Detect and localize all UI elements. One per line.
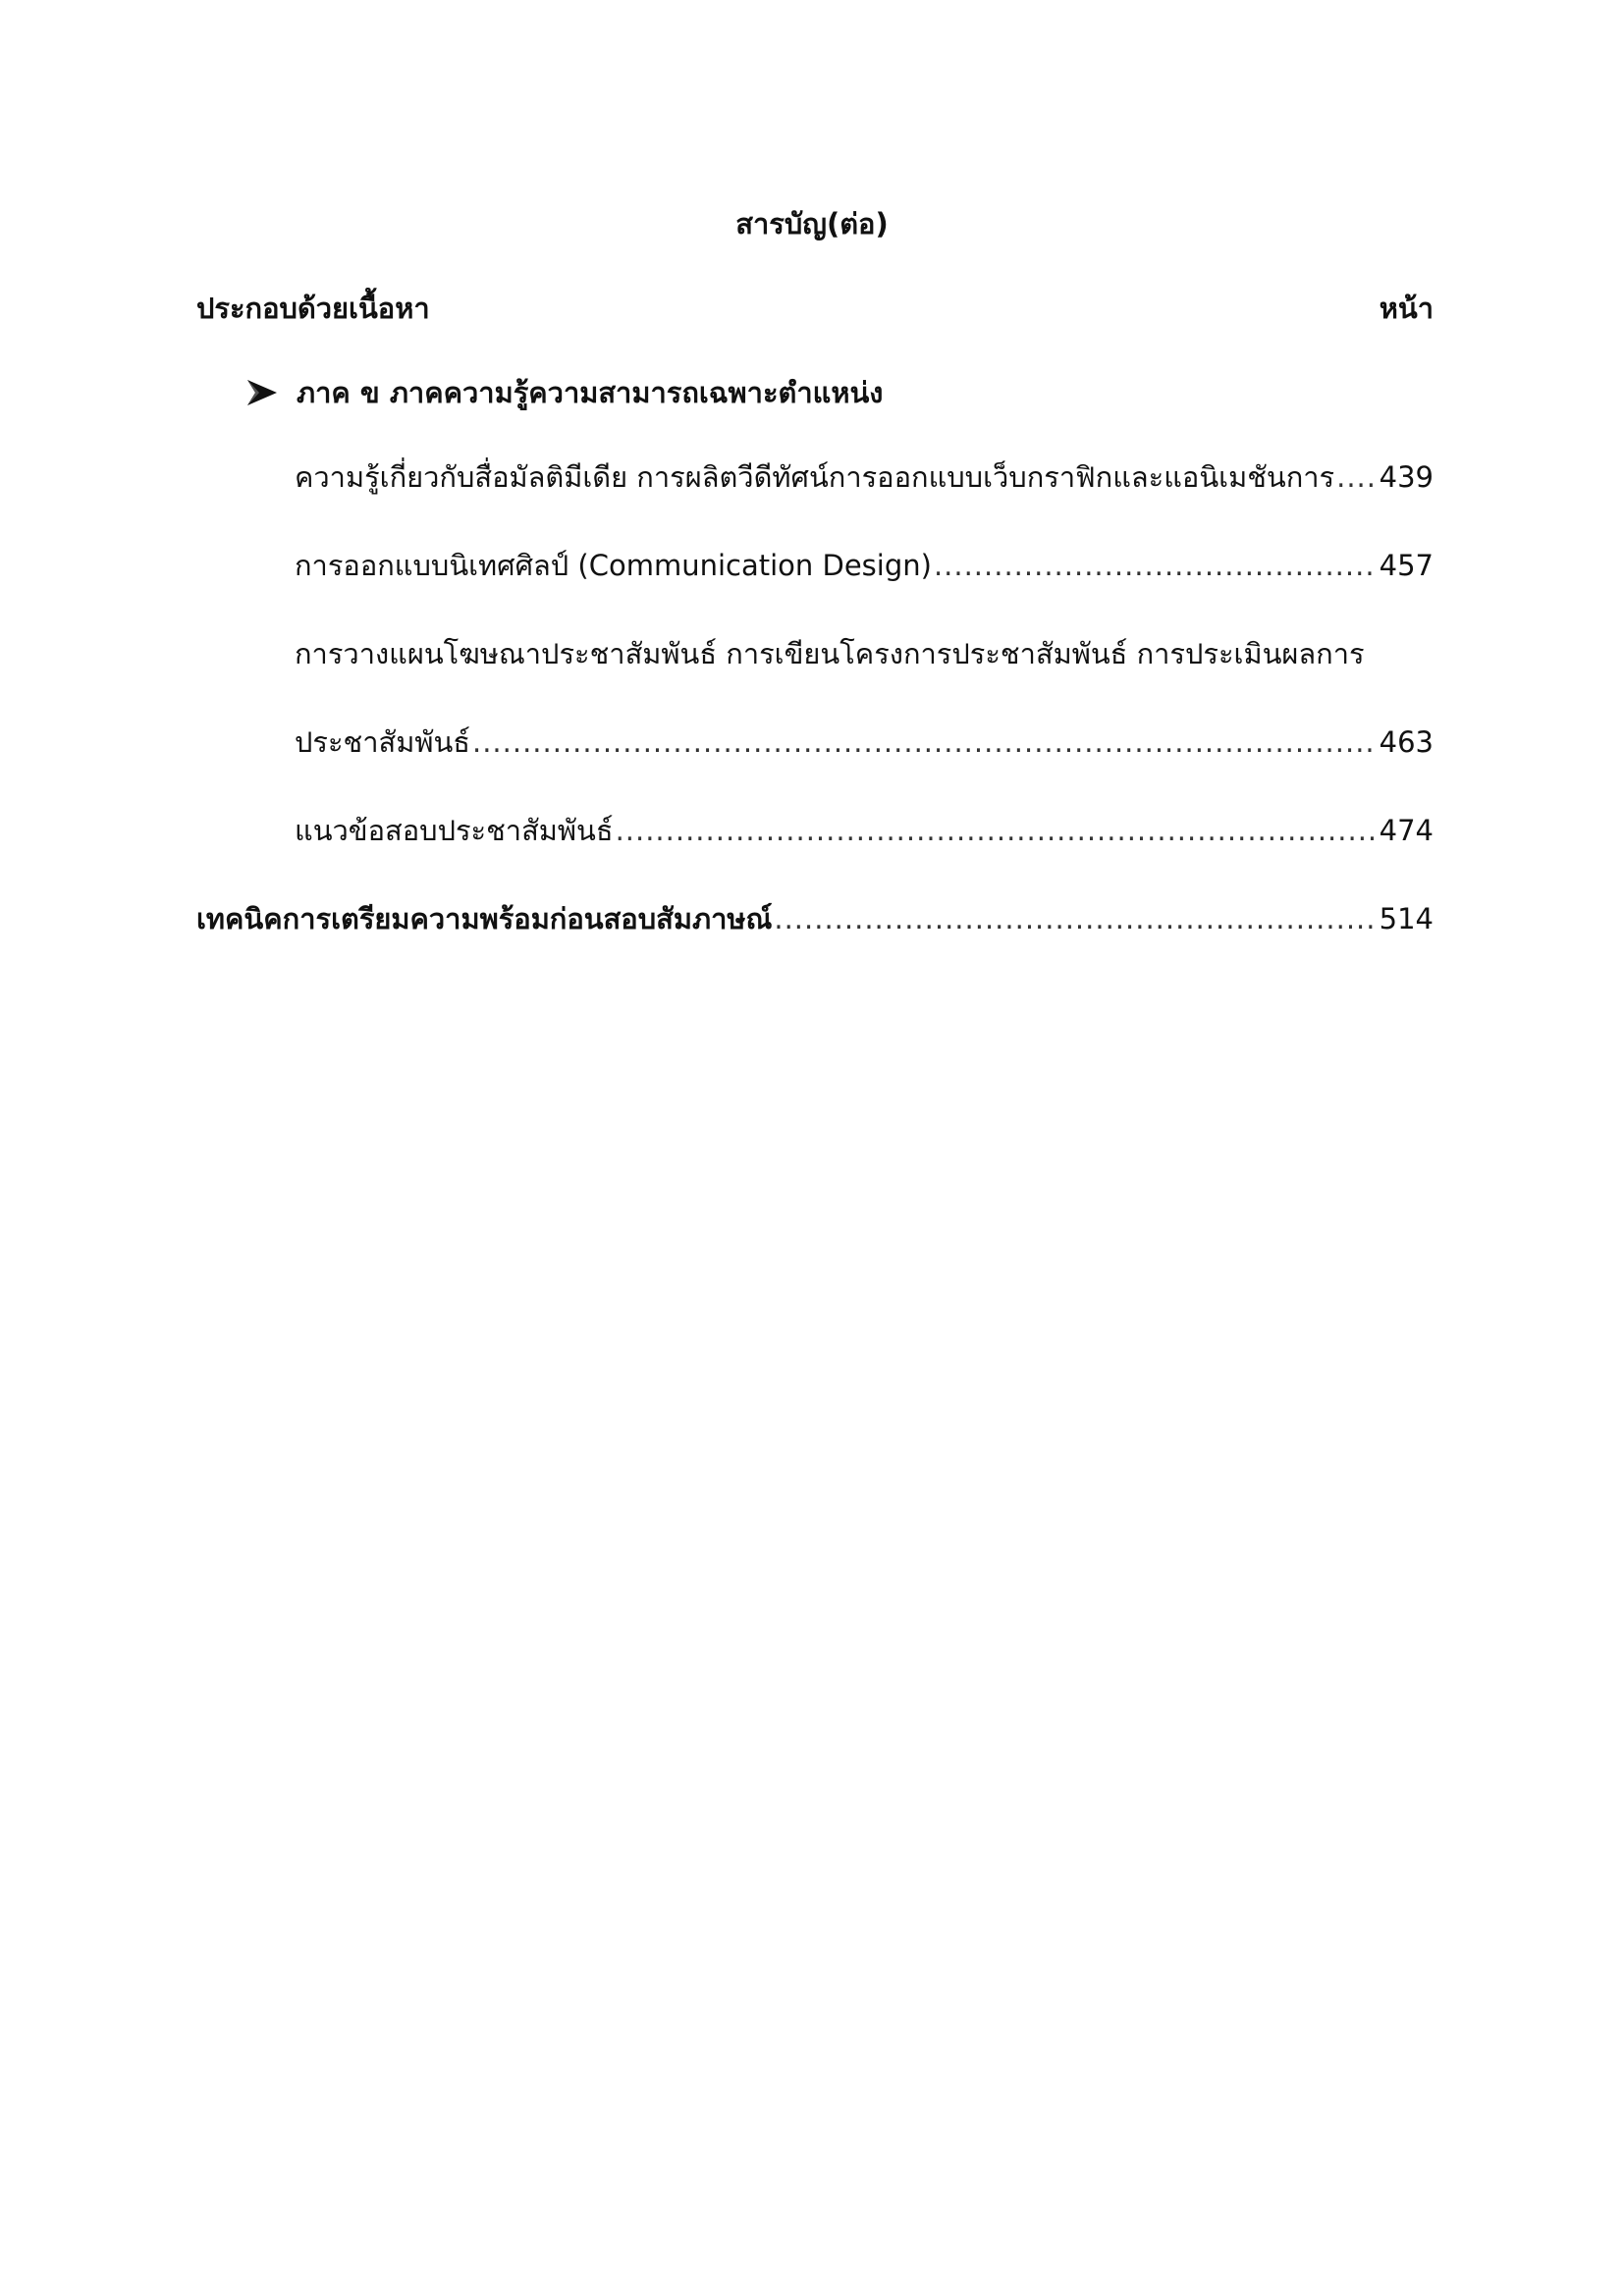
leader-dots (1336, 457, 1378, 497)
leader-dots (472, 722, 1378, 762)
toc-entry-text: เทคนิคการเตรียมความพร้อมก่อนสอบสัมภาษณ์ (196, 902, 773, 935)
toc-entry (295, 722, 1434, 762)
toc-entry-text: การวางแผนโฆษณาประชาสัมพันธ์ การเขียนโครงการประชาสัมพันธ์ การประเมินผลการ (295, 637, 1365, 670)
toc-entry-text: แนวข้อสอบประชาสัมพันธ์ (295, 814, 614, 847)
toc-entry-text: ประชาสัมพันธ์ (295, 725, 470, 759)
toc-entry-page: 457 (1379, 549, 1434, 582)
toc-entry-page: 439 (1379, 460, 1434, 494)
toc-title: สารบัญ(ต่อ) (735, 207, 889, 240)
leader-dots (934, 546, 1378, 585)
arrow-bullet-icon (245, 376, 279, 409)
page-column-header: หน้า (1379, 292, 1434, 325)
section-heading-text: ภาค ข ภาคความรู้ความสามารถเฉพาะตำแหน่ง (297, 376, 884, 409)
toc-entry-page: 514 (1379, 902, 1434, 935)
toc-entry-text: ความรู้เกี่ยวกับสื่อมัลติมีเดีย การผลิตวีดีทัศน์การออกแบบเว็บกราฟิกและแอนิเมชันการ (295, 460, 1335, 494)
toc-entry (295, 457, 1434, 497)
leader-dots (616, 811, 1378, 850)
toc-entry (295, 546, 1434, 585)
toc-entry-final (196, 899, 1434, 938)
toc-entry (295, 811, 1434, 850)
toc-entry-text: การออกแบบนิเทศศิลป์ (Communication Design) (295, 549, 932, 582)
toc-entry-page: 463 (1379, 725, 1434, 759)
leader-dots (774, 899, 1377, 938)
section-heading (245, 373, 883, 412)
toc-entry-page: 474 (1379, 814, 1434, 847)
contents-header: ประกอบด้วยเนื้อหา (196, 292, 430, 325)
